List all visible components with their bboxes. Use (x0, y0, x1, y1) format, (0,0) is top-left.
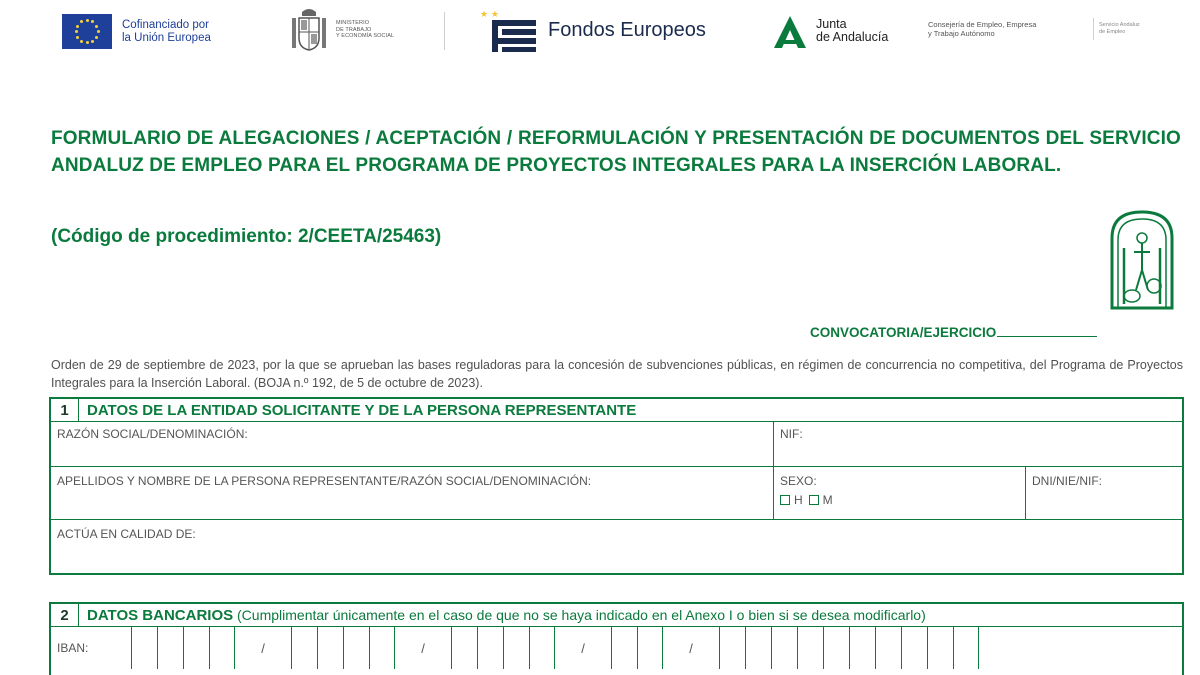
junta-andalucia-logo (770, 14, 888, 48)
form-row (51, 520, 1182, 572)
actua-calidad-label: ACTÚA EN CALIDAD DE: (57, 527, 196, 541)
section-datos-bancarios (49, 602, 1184, 675)
sae-line1: Servicio Andaluz (1099, 22, 1140, 28)
consejeria-line1: Consejería de Empleo, Empresa (928, 20, 1037, 29)
iban-separator: / (581, 640, 585, 656)
iban-groups (131, 627, 979, 669)
iban-digit-box[interactable] (477, 627, 503, 669)
iban-digit-box[interactable] (131, 627, 157, 669)
eu-star-icon (86, 41, 89, 44)
consejeria-line2: y Trabajo Autónomo (928, 29, 995, 38)
section-title (79, 607, 926, 624)
iban-digit-box[interactable] (529, 627, 555, 669)
apellidos-nombre-label: APELLIDOS Y NOMBRE DE LA PERSONA REPRESENTANTE/RAZÓN SOCIAL/DENOMINACIÓN: (57, 474, 592, 488)
iban-digit-box[interactable] (875, 627, 901, 669)
eu-star-icon (91, 20, 94, 23)
iban-digit-box[interactable] (901, 627, 927, 669)
consejeria-text (928, 20, 1036, 38)
iban-digit-box[interactable] (953, 627, 979, 669)
eu-star-icon (95, 36, 98, 39)
eu-star-icon (80, 20, 83, 23)
iban-separator: / (689, 640, 693, 656)
sexo-m-checkbox[interactable] (809, 495, 819, 505)
fondos-europeos-icon (478, 8, 542, 52)
sexo-field (774, 467, 1026, 519)
iban-digit-box[interactable] (343, 627, 369, 669)
eu-star-icon (76, 25, 79, 28)
iban-digit-box[interactable] (183, 627, 209, 669)
logo-divider-small (1093, 18, 1094, 40)
eu-logo-line2: la Unión Europea (122, 31, 211, 44)
sexo-label: SEXO: (780, 474, 817, 488)
spain-coat-of-arms-icon (290, 6, 328, 54)
eu-star-icon (80, 40, 83, 43)
iban-group (611, 627, 663, 669)
iban-digit-box[interactable] (503, 627, 529, 669)
iban-group (291, 627, 395, 669)
section-title-note: (Cumplimentar únicamente en el caso de que no se haya indicado en el Anexo I o bien si se desea modificarlo) (233, 606, 926, 623)
iban-separator: / (421, 640, 425, 656)
fondos-europeos-logo (478, 8, 706, 52)
sexo-m-label: M (822, 493, 833, 507)
section-number: 2 (51, 604, 79, 626)
convocatoria-label: CONVOCATORIA/EJERCICIO (810, 325, 997, 340)
svg-text:★ ★: ★ ★ (480, 10, 499, 20)
orden-text: Orden de 29 de septiembre de 2023, por la que se aprueban las bases reguladoras para la concesión de subvenciones públicas, en régimen de concurrencia no competitiva, del Programa de Proyectos Integrales para la Inserción Laboral. (BOJA n.º 192, de 5 de octubre de 2023). (51, 358, 1183, 390)
procedure-code: (Código de procedimiento: 2/CEETA/25463) (51, 226, 442, 247)
ministry-line3: Y ECONOMÍA SOCIAL (336, 33, 395, 40)
sexo-options (780, 493, 1025, 507)
eu-star-icon (97, 30, 100, 33)
iban-row (51, 627, 1182, 669)
eu-star-icon (86, 19, 89, 22)
convocatoria-field[interactable] (810, 325, 1097, 340)
junta-line1: Junta (816, 17, 847, 31)
iban-label: IBAN: (57, 641, 89, 655)
ministry-logo (290, 6, 394, 54)
razon-social-label: RAZÓN SOCIAL/DENOMINACIÓN: (57, 427, 248, 441)
dni-nie-nif-label: DNI/NIE/NIF: (1032, 474, 1103, 488)
iban-separator: / (261, 640, 265, 656)
ministry-line2: DE TRABAJO (336, 26, 372, 33)
iban-digit-box[interactable] (157, 627, 183, 669)
nif-label: NIF: (780, 427, 803, 441)
iban-group (719, 627, 979, 669)
iban-digit-box[interactable] (451, 627, 477, 669)
section-title: DATOS DE LA ENTIDAD SOLICITANTE Y DE LA PERSONA REPRESENTANTE (87, 401, 637, 419)
form-row (51, 467, 1182, 520)
sae-line2: de Empleo (1099, 29, 1126, 35)
convocatoria-blank-line[interactable] (997, 325, 1097, 337)
eu-logo (62, 14, 211, 49)
form-title: FORMULARIO DE ALEGACIONES / ACEPTACIÓN / REFORMULACIÓN Y PRESENTACIÓN DE DOCUMENTOS DEL SERVICIO ANDALUZ DE EMPLEO PARA EL PROGRAMA DE PROYECTOS INTEGRALES PARA LA INSERCIÓN LABORAL. (51, 128, 1181, 176)
razon-social-field[interactable] (51, 422, 774, 466)
iban-digit-box[interactable] (317, 627, 343, 669)
iban-digit-box[interactable] (797, 627, 823, 669)
section-header (51, 604, 1182, 627)
actua-calidad-field[interactable] (51, 520, 1182, 572)
iban-digit-box[interactable] (771, 627, 797, 669)
sexo-h-checkbox[interactable] (780, 495, 790, 505)
section-number: 1 (51, 399, 79, 421)
fondos-europeos-text: Fondos Europeos (548, 18, 706, 41)
iban-digit-box[interactable] (369, 627, 395, 669)
sae-text (1099, 22, 1140, 36)
iban-digit-box[interactable] (849, 627, 875, 669)
junta-line2: de Andalucía (816, 30, 889, 44)
eu-star-icon (95, 25, 98, 28)
sexo-h-label: H (794, 493, 803, 507)
iban-digit-box[interactable] (291, 627, 317, 669)
iban-digit-box[interactable] (611, 627, 637, 669)
iban-group (131, 627, 235, 669)
apellidos-nombre-field[interactable] (51, 467, 774, 519)
ministry-line1: MINISTERIO (336, 20, 370, 27)
form-row (51, 422, 1182, 467)
eu-logo-line1: Cofinanciado por (122, 18, 209, 31)
andalucia-emblem-icon (1104, 208, 1180, 312)
dni-nie-nif-field[interactable] (1026, 467, 1182, 519)
iban-digit-box[interactable] (719, 627, 745, 669)
junta-andalucia-icon (770, 14, 810, 48)
logo-divider (444, 12, 445, 50)
section-title-main: DATOS BANCARIOS (87, 606, 234, 624)
nif-field[interactable] (774, 422, 1182, 466)
logo-header (0, 0, 1200, 64)
iban-digit-box[interactable] (745, 627, 771, 669)
iban-digit-box[interactable] (927, 627, 953, 669)
eu-flag-icon (62, 14, 112, 49)
eu-star-icon (91, 40, 94, 43)
iban-digit-box[interactable] (637, 627, 663, 669)
section-entidad-solicitante (49, 397, 1184, 575)
eu-star-icon (76, 36, 79, 39)
section-header (51, 399, 1182, 422)
eu-star-icon (75, 30, 78, 33)
iban-group (451, 627, 555, 669)
iban-digit-box[interactable] (209, 627, 235, 669)
iban-digit-box[interactable] (823, 627, 849, 669)
